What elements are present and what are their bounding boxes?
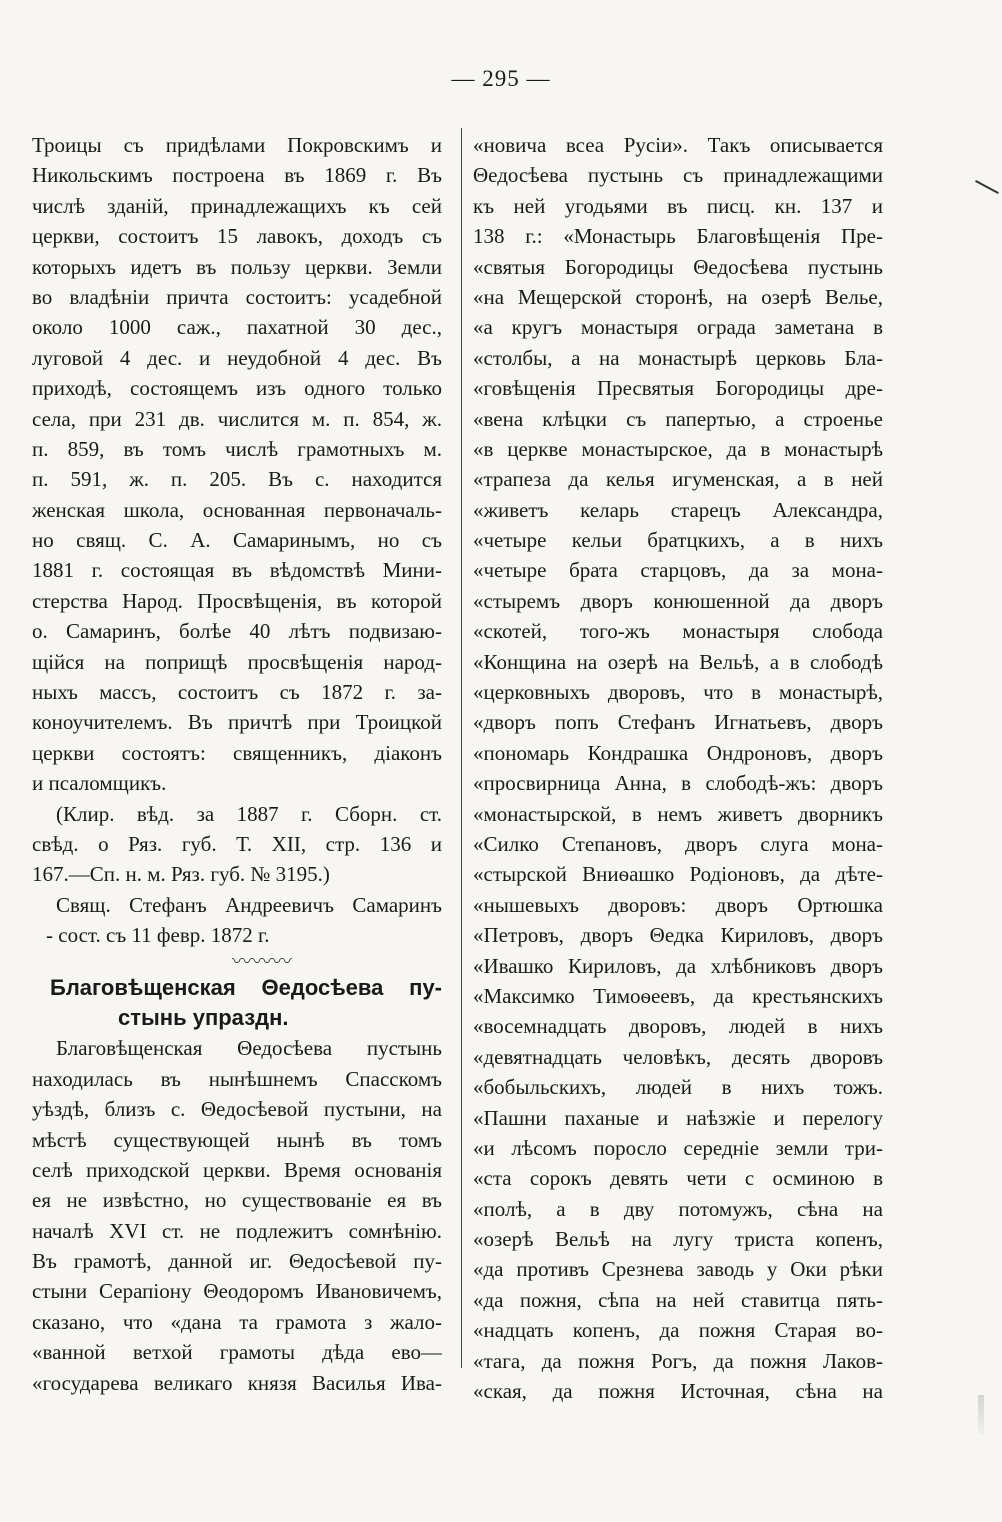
text-line: женская школа, основанная первоначаль- (32, 497, 442, 522)
text-line: Никольскимъ построена въ 1869 г. Въ (32, 163, 442, 188)
monastery-description (32, 1033, 442, 1398)
text-line: «Ивашко Кириловъ, да хлѣбниковъ дворъ (473, 953, 883, 978)
text-line: стерства Народ. Просвѣщенія, въ которой (32, 588, 442, 613)
text-line: «озерѣ Вельѣ на лугу триста копенъ, (473, 1227, 883, 1252)
text-line: «тага, да пожня Рогъ, да пожня Лаков- (473, 1348, 883, 1373)
text-line: «Пашни паханые и наѣзжіе и перелогу (473, 1105, 883, 1130)
text-line: «просвирница Анна, в слободѣ-жъ: дворъ (473, 771, 883, 796)
text-line: «бобыльскихъ, людей в нихъ тожъ. (473, 1075, 883, 1100)
text-line: 1881 г. состоящая въ вѣдомствѣ Мини- (32, 558, 442, 583)
text-line: «а кругъ монастыря ограда заметана в (473, 315, 883, 340)
right-column (473, 130, 883, 1406)
text-line: «ская, да пожня Источная, сѣна на (473, 1379, 883, 1404)
text-line: «стырской Вниѳашко Родіоновъ, да дѣте- (473, 862, 883, 887)
text-line: «монастырской, в немъ живетъ дворникъ (473, 801, 883, 826)
text-line: Благовѣщенская Θедосѣева пустынь (56, 1036, 442, 1061)
text-line: селѣ приходской церкви. Время основанія (32, 1157, 442, 1182)
text-line: но свящ. С. А. Самаринымъ, но съ (32, 528, 442, 553)
column-divider (461, 128, 462, 1368)
text-line: ныхъ массъ, состоитъ съ 1872 г. за- (32, 680, 442, 705)
text-line: щійся на поприщѣ просвѣщенія народ- (32, 649, 442, 674)
text-line: «живетъ келарь старецъ Александра, (473, 497, 883, 522)
clergy-line: - сост. съ 11 февр. 1872 г. (46, 923, 270, 948)
text-line: «на Мещерской сторонѣ, на озерѣ Велье, (473, 284, 883, 309)
text-line: «ванной ветхой грамоты дѣда ево— (32, 1340, 442, 1365)
text-line: «нышевыхъ дворовъ: дворъ Ортюшка (473, 892, 883, 917)
text-line: «святыя Богородицы Θедосѣева пустынь (473, 254, 883, 279)
text-line: Троицы съ придѣлами Покровскимъ и (32, 133, 442, 157)
text-line: «стыремъ дворъ конюшенной да дворъ (473, 588, 883, 613)
citation-line: свѣд. о Ряз. губ. Т. XII, стр. 136 и (32, 831, 442, 856)
text-line: коноучителемъ. Въ причтѣ при Троицкой (32, 710, 442, 735)
text-line: ея не извѣстно, но существованіе ея въ (32, 1188, 442, 1213)
clergy-line: Свящ. Стефанъ Андреевичъ Самаринъ (56, 892, 442, 917)
text-line: «пономарь Кондрашка Ондроновъ, дворъ (473, 740, 883, 765)
scan-artifact (978, 1395, 984, 1435)
text-line: церкви состоятъ: священникъ, діаконъ (32, 740, 442, 765)
text-line: «восемнадцать дворовъ, людей в нихъ (473, 1014, 883, 1039)
text-line: «да пожня, сѣпа на ней ставитца пять- (473, 1287, 883, 1312)
text-line: «Максимко Тимоѳеевъ, да крестьянскихъ (473, 983, 883, 1008)
text-line: «вена клѣцки съ папертью, а строенье (473, 406, 883, 431)
text-line: «и лѣсомъ поросло середніе земли три- (473, 1135, 883, 1160)
text-line: во владѣніи причта состоитъ: усадебной (32, 284, 442, 309)
text-line: «Петровъ, дворъ Θедка Кириловъ, дворъ (473, 923, 883, 948)
text-line: «столбы, а на монастырѣ церковь Бла- (473, 345, 883, 370)
text-line: п. 859, въ томъ числѣ грамотныхъ м. (32, 436, 442, 461)
text-line: о. Самаринъ, болѣе 40 лѣтъ подвизаю- (32, 619, 442, 644)
heading-line: Благовѣщенская Θедосѣева пу- (50, 974, 442, 1000)
text-line: «государева великаго князя Василья Ива- (32, 1370, 442, 1395)
text-line: п. 591, ж. п. 205. Въ с. находится (32, 467, 442, 492)
text-line: 138 г.: «Монастырь Благовѣщенія Пре- (473, 224, 883, 249)
text-line: къ ней угодьями въ писц. кн. 137 и (473, 193, 883, 218)
text-line: «новича всеа Русіи». Такъ описывается (473, 133, 883, 157)
text-line: «в церкве монастырское, да в монастырѣ (473, 436, 883, 461)
text-line: «говѣщенія Пресвятыя Богородицы дре- (473, 376, 883, 401)
text-line: сказано, что «дана та грамота з жало- (32, 1309, 442, 1334)
left-column (32, 130, 442, 1398)
heading-line: стынь упраздн. (118, 1004, 289, 1030)
text-line: «девятнадцать человѣкъ, десять дворовъ (473, 1044, 883, 1069)
text-line: Въ грамотѣ, данной иг. Θедосѣевой пу- (32, 1249, 442, 1274)
text-line: Θедосѣева пустынь съ принадлежащими (473, 163, 883, 188)
text-line: началѣ XVI ст. не подлежитъ сомнѣнію. (32, 1218, 442, 1243)
parish-description (32, 130, 442, 799)
text-line: «скотей, того-жъ монастыря слобода (473, 619, 883, 644)
text-line: «да противъ Срезнева заводь у Оки рѣки (473, 1257, 883, 1282)
text-line: «полѣ, а в дву потомужъ, сѣна на (473, 1196, 883, 1221)
text-line: мѣстѣ существующей нынѣ въ томъ (32, 1127, 442, 1152)
text-line: уѣздѣ, близъ с. Θедосѣевой пустыни, на (32, 1097, 442, 1122)
text-line: приходѣ, состоящемъ изъ одного только (32, 376, 442, 401)
text-line: числѣ зданій, принадлежащихъ къ сей (32, 193, 442, 218)
text-line: которыхъ идетъ въ пользу церкви. Земли (32, 254, 442, 279)
text-line: и псаломщикъ. (32, 771, 167, 796)
section-ornament: 〰〰〰 (232, 950, 292, 973)
text-line: села, при 231 дв. числится м. п. 854, ж. (32, 406, 442, 431)
clergy-entry (32, 890, 442, 951)
text-line: «ста сорокъ девять чети с осминою в (473, 1166, 883, 1191)
text-line: «дворъ попъ Стефанъ Игнатьевъ, дворъ (473, 710, 883, 735)
text-line: «четыре кельи братцкихъ, а в нихъ (473, 528, 883, 553)
citation-line: (Клир. вѣд. за 1887 г. Сборн. ст. (56, 801, 442, 826)
text-line: «церковныхъ дворовъ, что в монастырѣ, (473, 680, 883, 705)
citation-line: 167.—Сп. н. м. Ряз. губ. № 3195.) (32, 862, 330, 887)
page-number: — 295 — (451, 66, 551, 91)
text-line: стыни Серапіону Θеодоромъ Ивановичемъ, (32, 1279, 442, 1304)
text-line: «Конщина на озерѣ на Вельѣ, а в слободѣ (473, 649, 883, 674)
text-line: «надцать копенъ, да пожня Старая во- (473, 1318, 883, 1343)
sources-citation (32, 799, 442, 890)
text-line: «четыре брата старцовъ, да за мона- (473, 558, 883, 583)
text-line: находилась въ нынѣшнемъ Спасскомъ (32, 1066, 442, 1091)
text-line: около 1000 саж., пахатной 30 дес., (32, 315, 442, 340)
section-heading (32, 973, 442, 1034)
text-line: луговой 4 дес. и неудобной 4 дес. Въ (32, 345, 442, 370)
margin-mark (975, 180, 999, 194)
text-line: церкви, состоитъ 15 лавокъ, доходъ съ (32, 224, 442, 249)
text-line: «Силко Степановъ, дворъ слуга мона- (473, 831, 883, 856)
text-line: «трапеза да келья игуменская, а в ней (473, 467, 883, 492)
